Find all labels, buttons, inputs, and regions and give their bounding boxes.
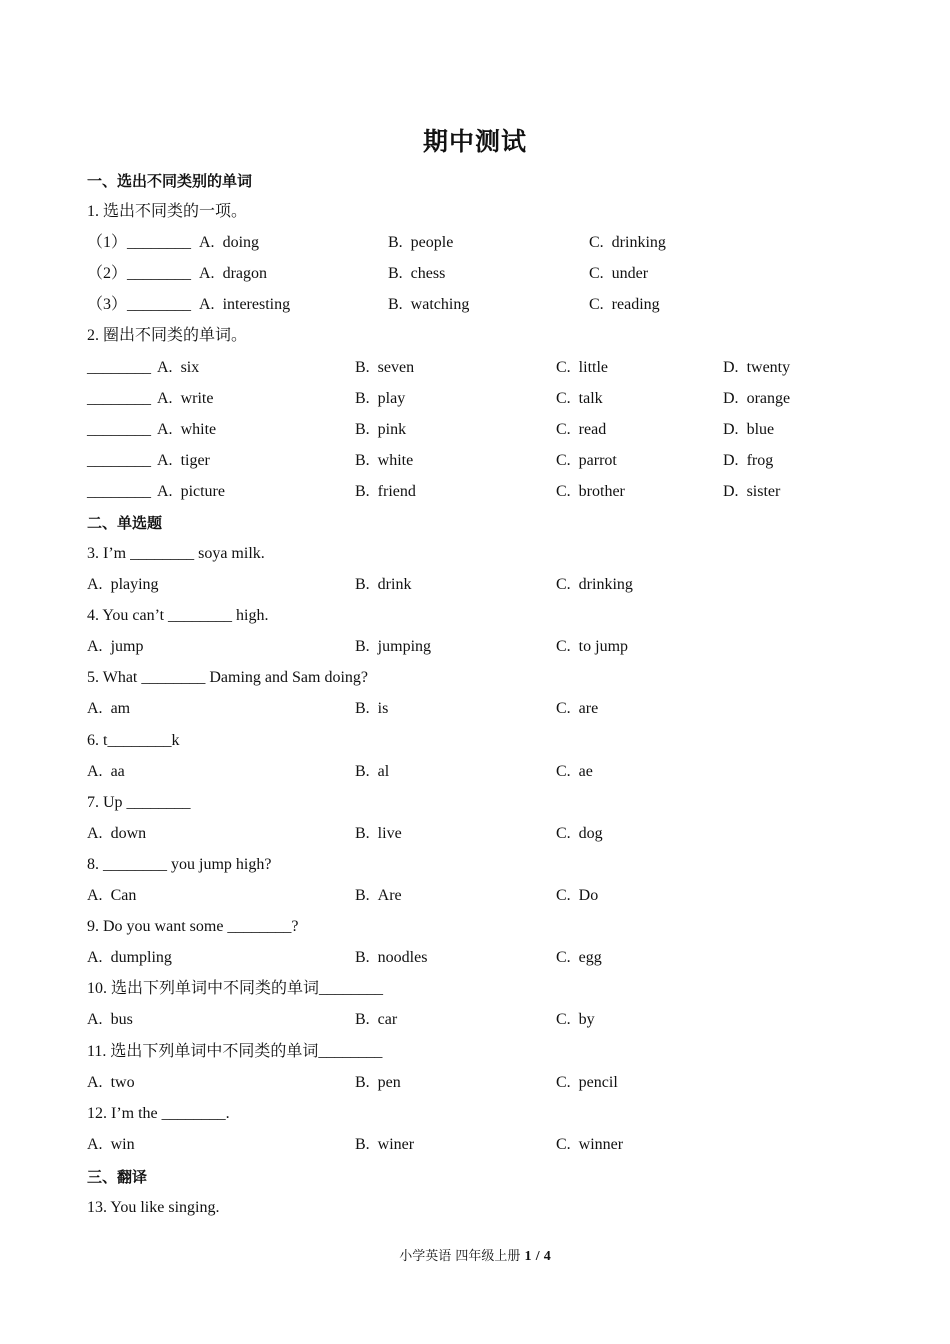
option-c: C. read bbox=[556, 421, 607, 438]
option-b: B. pen bbox=[355, 1074, 401, 1091]
q2-item bbox=[87, 387, 887, 411]
option-a: A. dragon bbox=[199, 265, 267, 282]
option-a: A. white bbox=[157, 421, 217, 438]
question-stem: 5. What ________ Daming and Sam doing? bbox=[87, 669, 368, 686]
option-a: A. two bbox=[87, 1074, 135, 1091]
option-d: D. blue bbox=[723, 421, 775, 438]
options-row bbox=[87, 1008, 887, 1032]
option-b: B. is bbox=[355, 700, 389, 717]
options-row bbox=[87, 884, 887, 908]
option-c: C. talk bbox=[556, 390, 603, 407]
page-title: 期中测试 bbox=[422, 127, 527, 156]
page-number: 1 bbox=[524, 1249, 532, 1264]
option-c: C. reading bbox=[589, 296, 660, 313]
option-c: C. to jump bbox=[556, 638, 629, 655]
options-row bbox=[87, 760, 887, 784]
option-a: A. playing bbox=[87, 576, 159, 593]
option-c: C. egg bbox=[556, 949, 602, 966]
option-a: A. win bbox=[87, 1136, 135, 1153]
question-stem: 3. I’m ________ soya milk. bbox=[87, 545, 265, 562]
option-b: B. people bbox=[388, 234, 454, 251]
option-b: B. watching bbox=[388, 296, 470, 313]
option-b: B. noodles bbox=[355, 949, 428, 966]
section-heading-2: 二、单选题 bbox=[87, 514, 163, 532]
option-d: D. twenty bbox=[723, 359, 791, 376]
option-b: B. white bbox=[355, 452, 414, 469]
option-d: D. orange bbox=[723, 390, 791, 407]
option-a: A. down bbox=[87, 825, 147, 842]
question-2-stem: 2. 圈出不同类的单词。 bbox=[87, 327, 248, 344]
question-13: 13. You like singing. bbox=[87, 1199, 220, 1216]
option-c: C. by bbox=[556, 1011, 595, 1028]
option-b: B. friend bbox=[355, 483, 416, 500]
option-a: A. write bbox=[157, 390, 214, 407]
q1-item bbox=[87, 262, 887, 286]
question-stem: 7. Up ________ bbox=[87, 794, 191, 811]
question-stem: 8. ________ you jump high? bbox=[87, 856, 272, 873]
option-a: A. am bbox=[87, 700, 131, 717]
section-heading-1: 一、选出不同类别的单词 bbox=[87, 172, 253, 190]
option-c: C. winner bbox=[556, 1136, 624, 1153]
q1-item-number: （3）________ bbox=[87, 296, 192, 313]
options-row bbox=[87, 697, 887, 721]
option-b: B. live bbox=[355, 825, 402, 842]
q1-item-number: （2）________ bbox=[87, 265, 192, 282]
option-a: A. jump bbox=[87, 638, 144, 655]
question-1-stem: 1. 选出不同类的一项。 bbox=[87, 203, 248, 220]
page-total: 4 bbox=[543, 1249, 551, 1264]
option-a: A. doing bbox=[199, 234, 260, 251]
options-row bbox=[87, 946, 887, 970]
option-b: B. play bbox=[355, 390, 406, 407]
answer-blank: ________ bbox=[87, 483, 151, 500]
option-a: A. bus bbox=[87, 1011, 133, 1028]
q2-item bbox=[87, 449, 887, 473]
question-stem: 10. 选出下列单词中不同类的单词________ bbox=[87, 980, 384, 997]
option-c: C. pencil bbox=[556, 1074, 618, 1091]
page-footer bbox=[0, 1245, 950, 1265]
q2-item bbox=[87, 418, 887, 442]
answer-blank: ________ bbox=[87, 452, 151, 469]
question-stem: 4. You can’t ________ high. bbox=[87, 607, 269, 624]
answer-blank: ________ bbox=[87, 359, 151, 376]
option-c: C. under bbox=[589, 265, 649, 282]
option-c: C. ae bbox=[556, 763, 593, 780]
option-c: C. dog bbox=[556, 825, 603, 842]
option-a: A. aa bbox=[87, 763, 125, 780]
option-a: A. Can bbox=[87, 887, 137, 904]
option-a: A. dumpling bbox=[87, 949, 172, 966]
option-d: D. frog bbox=[723, 452, 774, 469]
answer-blank: ________ bbox=[87, 421, 151, 438]
option-c: C. brother bbox=[556, 483, 625, 500]
option-c: C. are bbox=[556, 700, 599, 717]
option-c: C. drinking bbox=[589, 234, 666, 251]
footer-text: 小学英语 四年级上册 bbox=[399, 1249, 521, 1264]
options-row bbox=[87, 635, 887, 659]
option-b: B. winer bbox=[355, 1136, 415, 1153]
options-row bbox=[87, 1071, 887, 1095]
options-row bbox=[87, 822, 887, 846]
option-d: D. sister bbox=[723, 483, 781, 500]
page-separator: / bbox=[535, 1249, 540, 1264]
option-b: B. drink bbox=[355, 576, 412, 593]
options-row bbox=[87, 1133, 887, 1157]
options-row bbox=[87, 573, 887, 597]
option-b: B. Are bbox=[355, 887, 402, 904]
option-b: B. chess bbox=[388, 265, 446, 282]
question-stem: 11. 选出下列单词中不同类的单词________ bbox=[87, 1043, 383, 1060]
option-c: C. Do bbox=[556, 887, 599, 904]
option-c: C. drinking bbox=[556, 576, 633, 593]
option-c: C. parrot bbox=[556, 452, 617, 469]
question-stem: 9. Do you want some ________? bbox=[87, 918, 299, 935]
question-stem: 6. t________k bbox=[87, 732, 180, 749]
option-b: B. al bbox=[355, 763, 390, 780]
q2-item bbox=[87, 356, 887, 380]
option-c: C. little bbox=[556, 359, 608, 376]
option-a: A. six bbox=[157, 359, 200, 376]
q1-item bbox=[87, 293, 887, 317]
section-heading-3: 三、翻译 bbox=[87, 1168, 148, 1186]
option-b: B. seven bbox=[355, 359, 415, 376]
option-a: A. tiger bbox=[157, 452, 210, 469]
q1-item-number: （1）________ bbox=[87, 234, 192, 251]
q2-item bbox=[87, 480, 887, 504]
option-b: B. jumping bbox=[355, 638, 432, 655]
option-b: B. pink bbox=[355, 421, 407, 438]
option-b: B. car bbox=[355, 1011, 398, 1028]
answer-blank: ________ bbox=[87, 390, 151, 407]
option-a: A. interesting bbox=[199, 296, 291, 313]
q1-item bbox=[87, 231, 887, 255]
option-a: A. picture bbox=[157, 483, 225, 500]
question-stem: 12. I’m the ________. bbox=[87, 1105, 230, 1122]
